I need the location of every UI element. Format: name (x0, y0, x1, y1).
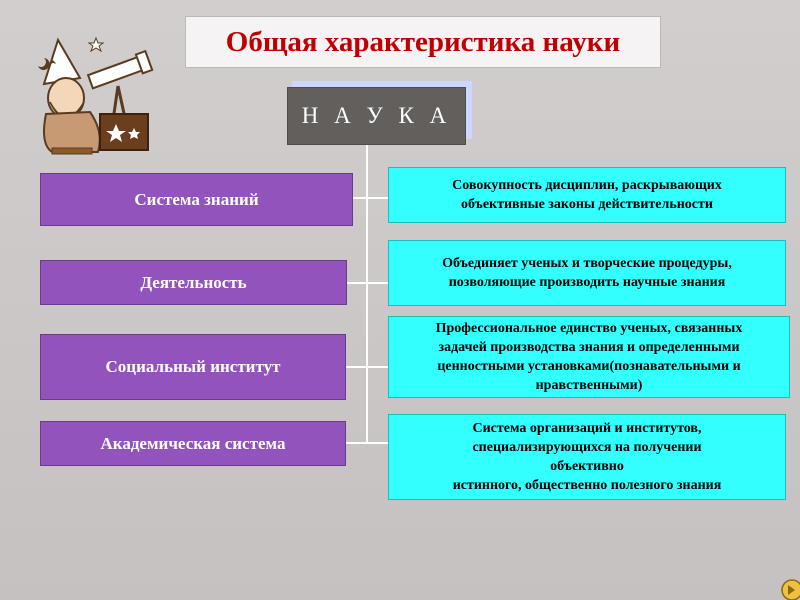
page-title-text: Общая характеристика науки (225, 25, 621, 58)
left-box-label: Социальный институт (105, 357, 281, 376)
left-box-academic-system (40, 421, 346, 466)
right-box-text: Профессиональное единство ученых, связанных задачей производства знания и определенными ценностными установками(познавательными и нравственными) (435, 321, 743, 393)
left-box-knowledge-system (40, 173, 353, 226)
left-box-label: Деятельность (140, 272, 247, 292)
left-box-label: Академическая система (100, 433, 286, 453)
right-box-organizations (388, 414, 786, 500)
center-box-label: Н А У К А (301, 103, 452, 128)
left-box-label: Система знаний (134, 189, 259, 209)
right-box-disciplines (388, 167, 786, 223)
left-box-social-institute (40, 334, 346, 400)
right-box-text: Объединяет ученых и творческие процедуры, позволяющие производить научные знания (442, 256, 732, 290)
right-box-text: Система организаций и институтов, специализирующихся на получении объективно истинного, общественно полезного знания (452, 421, 722, 493)
right-box-text: Совокупность дисциплин, раскрывающих объективные законы действительности (452, 178, 722, 212)
left-box-activity (40, 260, 347, 305)
right-box-scientists (388, 240, 786, 306)
right-box-professional-unity (388, 316, 790, 398)
next-slide-icon[interactable] (780, 578, 800, 600)
